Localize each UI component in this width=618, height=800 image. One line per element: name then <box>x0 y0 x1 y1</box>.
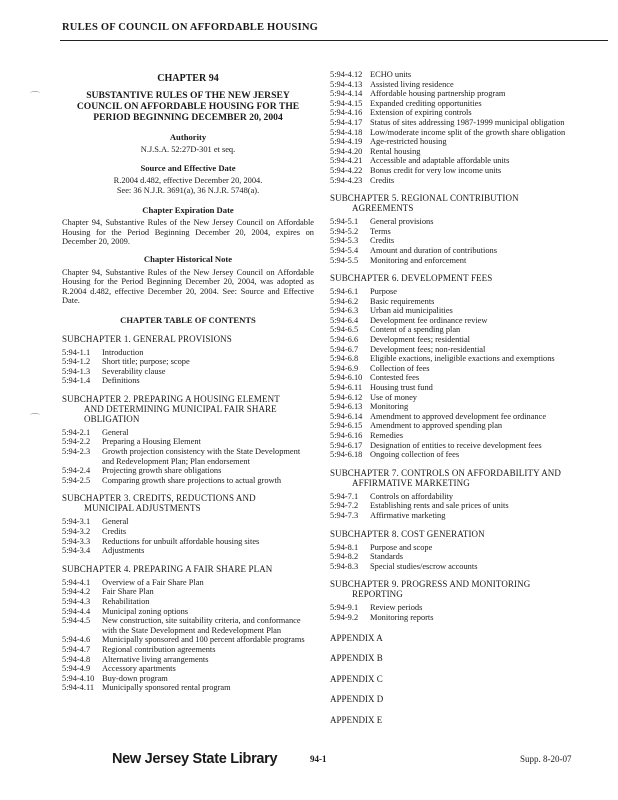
toc-entry <box>330 562 598 572</box>
section-title: Monitoring <box>370 402 409 412</box>
subchapter-title-line: SUBCHAPTER 5. REGIONAL CONTRIBUTION <box>330 193 519 204</box>
section-number: 5:94-4.20 <box>330 146 363 156</box>
section-title: Rental housing <box>370 146 421 156</box>
subchapter-3-title <box>62 493 314 513</box>
subchapter-5-title <box>330 193 598 213</box>
toc-entry <box>330 80 598 90</box>
section-number: 5:94-3.2 <box>62 527 91 537</box>
toc-entry <box>330 316 598 326</box>
section-number: 5:94-6.3 <box>330 306 359 316</box>
section-number: 5:94-4.16 <box>330 108 363 118</box>
section-number: 5:94-2.4 <box>62 466 91 476</box>
section-number: 5:94-4.14 <box>330 89 363 99</box>
section-title: Basic requirements <box>370 296 435 306</box>
toc-entry <box>330 128 598 138</box>
toc-entry <box>62 437 314 447</box>
section-title: Growth projection consistency with the State Development and Redevelopment Plan; Plan endorsement <box>102 447 301 466</box>
toc-entry <box>62 597 314 607</box>
section-title: Rehabilitation <box>102 597 150 606</box>
toc-entry <box>62 607 314 617</box>
appendix-entry: APPENDIX D <box>330 694 384 705</box>
toc-entry <box>330 306 598 316</box>
section-title: General <box>102 517 129 527</box>
section-number: 5:94-4.19 <box>330 137 363 147</box>
section-number: 5:94-7.1 <box>330 491 359 501</box>
subchapter-1-title: SUBCHAPTER 1. GENERAL PROVISIONS <box>62 333 232 344</box>
toc-entry <box>330 137 598 147</box>
toc-entry <box>330 99 598 109</box>
section-number: 5:94-4.23 <box>330 175 363 185</box>
section-number: 5:94-4.7 <box>62 644 91 654</box>
section-title: Municipally sponsored and 100 percent affordable programs <box>102 635 305 645</box>
section-title: Regional contribution agreements <box>102 644 216 654</box>
toc-entry <box>62 527 314 537</box>
toc-entry <box>62 578 314 588</box>
toc-entry <box>62 616 314 635</box>
toc-entry <box>330 383 598 393</box>
subchapter-title-line: SUBCHAPTER 2. PREPARING A HOUSING ELEMENT <box>62 393 280 404</box>
section-title: Credits <box>102 527 127 537</box>
expiration-heading: Chapter Expiration Date <box>142 204 234 215</box>
section-title: Preparing a Housing Element <box>102 437 201 447</box>
section-title: Fair Share Plan <box>102 587 154 597</box>
section-title: Low/moderate income split of the growth share obligation <box>370 127 566 137</box>
subchapter-title-line: MUNICIPAL ADJUSTMENTS <box>84 503 201 514</box>
section-title: Amendment to approved development fee ordinance <box>370 411 547 421</box>
section-number: 5:94-9.2 <box>330 612 359 622</box>
toc-entry <box>330 287 598 297</box>
toc-entry <box>330 412 598 422</box>
section-number: 5:94-6.9 <box>330 363 359 373</box>
section-number: 5:94-1.1 <box>62 347 91 357</box>
section-title: Purpose and scope <box>370 542 433 552</box>
toc-entry <box>62 376 314 386</box>
subchapter-8-list <box>330 543 598 572</box>
section-title: Monitoring reports <box>370 612 434 622</box>
section-title: Amendment to approved spending plan <box>370 421 503 431</box>
section-title: Buy-down program <box>102 673 168 683</box>
section-number: 5:94-3.1 <box>62 517 91 527</box>
section-number: 5:94-6.17 <box>330 440 363 450</box>
chapter-title: SUBSTANTIVE RULES OF THE NEW JERSEY COUNCIL ON AFFORDABLE HOUSING FOR THE PERIOD BEGINNING DECEMBER 20, 2004 <box>76 89 300 123</box>
section-number: 5:94-4.1 <box>62 577 91 587</box>
section-title: Ongoing collection of fees <box>370 450 460 460</box>
toc-entry <box>62 546 314 556</box>
subchapter-1-list <box>62 348 314 386</box>
section-number: 5:94-6.4 <box>330 315 359 325</box>
subchapter-3-list <box>62 517 314 555</box>
toc-entry <box>330 70 598 80</box>
section-title: Controls on affordability <box>370 491 454 501</box>
toc-entry <box>330 345 598 355</box>
section-number: 5:94-1.2 <box>62 357 91 367</box>
section-number: 5:94-4.2 <box>62 587 91 597</box>
toc-entry <box>62 466 314 476</box>
toc-entry <box>330 335 598 345</box>
toc-entry <box>62 367 314 377</box>
section-number: 5:94-7.3 <box>330 510 359 520</box>
subchapter-9-list <box>330 603 598 622</box>
section-title: General provisions <box>370 217 434 227</box>
section-number: 5:94-3.3 <box>62 536 91 546</box>
toc-entry <box>330 176 598 186</box>
toc-entry <box>62 683 314 693</box>
section-title: Development fees; residential <box>370 335 470 345</box>
section-number: 5:94-4.17 <box>330 117 363 127</box>
section-number: 5:94-2.5 <box>62 475 91 485</box>
toc-entry <box>330 364 598 374</box>
toc-entry <box>330 89 598 99</box>
toc-entry <box>330 431 598 441</box>
toc-entry <box>62 587 314 597</box>
toc-entry <box>330 441 598 451</box>
toc-entry <box>330 156 598 166</box>
chapter-number: CHAPTER 94 <box>157 73 219 84</box>
section-number: 5:94-5.1 <box>330 217 359 227</box>
section-number: 5:94-5.4 <box>330 245 359 255</box>
supplement-date: Supp. 8-20-07 <box>520 754 572 764</box>
section-title: Comparing growth share projections to actual growth <box>102 475 282 485</box>
section-title: Status of sites addressing 1987-1999 municipal obligation <box>370 117 565 127</box>
appendix-list <box>330 634 598 726</box>
subchapter-title-line: AFFIRMATIVE MARKETING <box>352 477 470 488</box>
section-number: 5:94-1.3 <box>62 366 91 376</box>
binding-hole-mark: ⌒ <box>30 92 40 103</box>
section-number: 5:94-4.10 <box>62 673 95 683</box>
section-number: 5:94-6.15 <box>330 421 363 431</box>
section-title: Special studies/escrow accounts <box>370 561 478 571</box>
section-number: 5:94-2.2 <box>62 437 91 447</box>
subchapter-5-list <box>330 217 598 265</box>
section-number: 5:94-4.8 <box>62 654 91 664</box>
section-title: Extension of expiring controls <box>370 108 472 118</box>
subchapter-4-list <box>62 578 314 693</box>
toc-entry <box>330 236 598 246</box>
section-number: 5:94-4.13 <box>330 79 363 89</box>
toc-entry <box>62 645 314 655</box>
expiration-text: Chapter 94, Substantive Rules of the New Jersey Council on Affordable Housing for the Period Beginning December 20, 2004, expires on December 20, 2009. <box>62 218 314 247</box>
section-title: Adjustments <box>102 546 145 556</box>
section-number: 5:94-8.1 <box>330 542 359 552</box>
toc-entry <box>330 166 598 176</box>
section-title: Amount and duration of contributions <box>370 245 498 255</box>
appendix-entry: APPENDIX E <box>330 714 383 725</box>
library-name: New Jersey State Library <box>112 751 278 767</box>
toc-entry <box>330 613 598 623</box>
section-number: 5:94-6.7 <box>330 344 359 354</box>
section-number: 5:94-4.15 <box>330 98 363 108</box>
section-title: Monitoring and enforcement <box>370 255 467 265</box>
toc-entry <box>62 428 314 438</box>
section-title: Eligible exactions, ineligible exactions and exemptions <box>370 354 555 364</box>
source-line-2: See: 36 N.J.R. 3691(a), 36 N.J.R. 5748(a). <box>116 185 260 195</box>
toc-entry <box>330 543 598 553</box>
section-number: 5:94-3.4 <box>62 546 91 556</box>
toc-entry <box>330 354 598 364</box>
section-number: 5:94-1.4 <box>62 376 91 386</box>
section-title: Use of money <box>370 392 417 402</box>
toc-entry <box>330 147 598 157</box>
toc-entry <box>62 674 314 684</box>
section-number: 5:94-4.18 <box>330 127 363 137</box>
toc-entry <box>330 501 598 511</box>
section-title: Remedies <box>370 431 404 440</box>
source-heading: Source and Effective Date <box>140 162 236 173</box>
section-number: 5:94-6.8 <box>330 354 359 364</box>
subchapter-title-line: SUBCHAPTER 9. PROGRESS AND MONITORING <box>330 579 531 590</box>
subchapter-4-title: SUBCHAPTER 4. PREPARING A FAIR SHARE PLAN <box>62 563 273 574</box>
subchapter-title-line: REPORTING <box>352 589 403 600</box>
toc-entry <box>62 447 314 466</box>
section-title: Overview of a Fair Share Plan <box>102 577 204 587</box>
section-number: 5:94-8.2 <box>330 552 359 562</box>
subchapter-title-line: AND DETERMINING MUNICIPAL FAIR SHARE OBLIGATION <box>84 403 277 424</box>
section-number: 5:94-4.11 <box>62 683 95 693</box>
section-number: 5:94-6.2 <box>330 296 359 306</box>
section-number: 5:94-6.5 <box>330 325 359 335</box>
section-number: 5:94-4.9 <box>62 664 91 674</box>
toc-entry <box>62 664 314 674</box>
section-number: 5:94-5.2 <box>330 226 359 236</box>
toc-entry <box>330 108 598 118</box>
section-title: Municipal zoning options <box>102 606 189 616</box>
toc-entry <box>330 450 598 460</box>
subchapter-6-title: SUBCHAPTER 6. DEVELOPMENT FEES <box>330 273 493 284</box>
section-number: 5:94-4.6 <box>62 635 91 645</box>
section-title: Accessible and adaptable affordable units <box>370 156 510 166</box>
section-title: Housing trust fund <box>370 383 433 393</box>
toc-entry <box>330 118 598 128</box>
binding-hole-mark: ⌒ <box>30 414 40 425</box>
section-number: 5:94-4.4 <box>62 606 91 616</box>
section-number: 5:94-6.12 <box>330 392 363 402</box>
toc-entry <box>330 227 598 237</box>
subchapter-title-line: SUBCHAPTER 3. CREDITS, REDUCTIONS AND <box>62 493 256 504</box>
toc-entry <box>330 325 598 335</box>
toc-entry <box>62 357 314 367</box>
section-number: 5:94-2.3 <box>62 447 91 457</box>
toc-entry <box>62 655 314 665</box>
toc-entry <box>330 297 598 307</box>
section-title: Purpose <box>370 287 397 297</box>
section-title: Definitions <box>102 376 140 386</box>
section-title: Introduction <box>102 347 144 357</box>
section-number: 5:94-6.6 <box>330 335 359 345</box>
subchapter-8-title: SUBCHAPTER 8. COST GENERATION <box>330 528 485 539</box>
authority-text: N.J.S.A. 52:27D-301 et seq. <box>140 145 236 155</box>
toc-entry <box>330 511 598 521</box>
subchapter-7-list <box>330 492 598 521</box>
section-title: Age-restricted housing <box>370 137 447 147</box>
section-title: Affordable housing partnership program <box>370 89 506 99</box>
section-title: ECHO units <box>370 70 412 79</box>
toc-entry <box>62 476 314 486</box>
section-title: Urban aid municipalities <box>370 306 453 316</box>
section-title: Review periods <box>370 603 423 613</box>
section-title: Contested fees <box>370 373 420 383</box>
authority-heading: Authority <box>169 131 207 142</box>
section-number: 5:94-9.1 <box>330 603 359 613</box>
section-number: 5:94-8.3 <box>330 561 359 571</box>
toc-entry <box>330 421 598 431</box>
subchapter-6-list <box>330 287 598 460</box>
section-number: 5:94-6.1 <box>330 287 359 297</box>
subchapter-4-continued-list <box>330 70 598 185</box>
section-title: Credits <box>370 175 395 185</box>
toc-entry <box>330 246 598 256</box>
section-number: 5:94-6.16 <box>330 431 363 440</box>
section-title: Terms <box>370 226 391 236</box>
history-text: Chapter 94, Substantive Rules of the New Jersey Council on Affordable Housing for the Period Beginning December 20, 2004, was adopted as R.2004 d.482, effective December 20, 2004. See: Source and Effective Date. <box>62 267 314 306</box>
section-title: Affirmative marketing <box>370 510 446 520</box>
section-number: 5:94-6.11 <box>330 383 363 393</box>
appendix-entry: APPENDIX B <box>330 653 383 664</box>
toc-entry <box>62 537 314 547</box>
subchapter-7-title <box>330 468 598 488</box>
appendix-entry: APPENDIX A <box>330 632 383 643</box>
appendix-entry: APPENDIX C <box>330 673 383 684</box>
section-number: 5:94-6.18 <box>330 450 363 460</box>
section-title: Development fee ordinance review <box>370 315 488 325</box>
section-title: Standards <box>370 552 404 562</box>
subchapter-2-title <box>62 394 314 424</box>
left-column <box>62 70 314 693</box>
running-header: RULES OF COUNCIL ON AFFORDABLE HOUSING <box>62 22 319 33</box>
section-title: Severability clause <box>102 366 166 376</box>
section-title: Establishing rents and sale prices of units <box>370 501 509 511</box>
toc-entry <box>330 402 598 412</box>
toc-entry <box>62 635 314 645</box>
section-title: New construction, site suitability criteria, and conformance with the State Development and Redevelopment Plan <box>102 616 301 635</box>
section-title: Collection of fees <box>370 363 430 373</box>
toc-heading: CHAPTER TABLE OF CONTENTS <box>120 314 256 325</box>
toc-entry <box>330 373 598 383</box>
toc-entry <box>330 552 598 562</box>
history-heading: Chapter Historical Note <box>143 253 233 264</box>
source-line-1: R.2004 d.482, effective December 20, 2004. <box>113 176 263 186</box>
subchapter-9-title <box>330 579 598 599</box>
header-rule <box>60 40 608 41</box>
page-number: 94-1 <box>310 754 327 764</box>
section-number: 5:94-4.3 <box>62 597 91 606</box>
section-number: 5:94-4.12 <box>330 70 363 79</box>
section-number: 5:94-6.13 <box>330 402 363 412</box>
section-number: 5:94-6.10 <box>330 373 363 383</box>
section-title: Development fees; non-residential <box>370 344 486 354</box>
section-title: Alternative living arrangements <box>102 654 209 664</box>
toc-entry <box>330 603 598 613</box>
subchapter-2-list <box>62 428 314 486</box>
section-number: 5:94-5.3 <box>330 236 359 246</box>
section-number: 5:94-4.21 <box>330 156 363 166</box>
section-title: Credits <box>370 236 395 246</box>
section-title: Municipally sponsored rental program <box>102 683 231 693</box>
section-number: 5:94-4.22 <box>330 165 363 175</box>
section-title: General <box>102 427 129 437</box>
section-title: Accessory apartments <box>102 664 176 674</box>
right-column <box>330 70 598 737</box>
subchapter-title-line: SUBCHAPTER 7. CONTROLS ON AFFORDABILITY AND <box>330 467 561 478</box>
section-title: Short title; purpose; scope <box>102 357 190 367</box>
section-title: Content of a spending plan <box>370 325 461 335</box>
section-title: Reductions for unbuilt affordable housing sites <box>102 536 260 546</box>
toc-entry <box>330 256 598 266</box>
section-number: 5:94-6.14 <box>330 411 363 421</box>
section-title: Assisted living residence <box>370 79 454 89</box>
section-number: 5:94-4.5 <box>62 616 91 626</box>
toc-entry <box>330 393 598 403</box>
section-title: Expanded crediting opportunities <box>370 98 482 108</box>
section-number: 5:94-7.2 <box>330 501 359 511</box>
toc-entry <box>330 217 598 227</box>
section-title: Projecting growth share obligations <box>102 466 222 476</box>
section-number: 5:94-5.5 <box>330 255 359 265</box>
section-title: Bonus credit for very low income units <box>370 165 502 175</box>
toc-entry <box>62 348 314 358</box>
subchapter-title-line: AGREEMENTS <box>352 203 414 214</box>
section-number: 5:94-2.1 <box>62 427 91 437</box>
toc-entry <box>62 517 314 527</box>
section-title: Designation of entities to receive development fees <box>370 440 542 450</box>
toc-entry <box>330 492 598 502</box>
